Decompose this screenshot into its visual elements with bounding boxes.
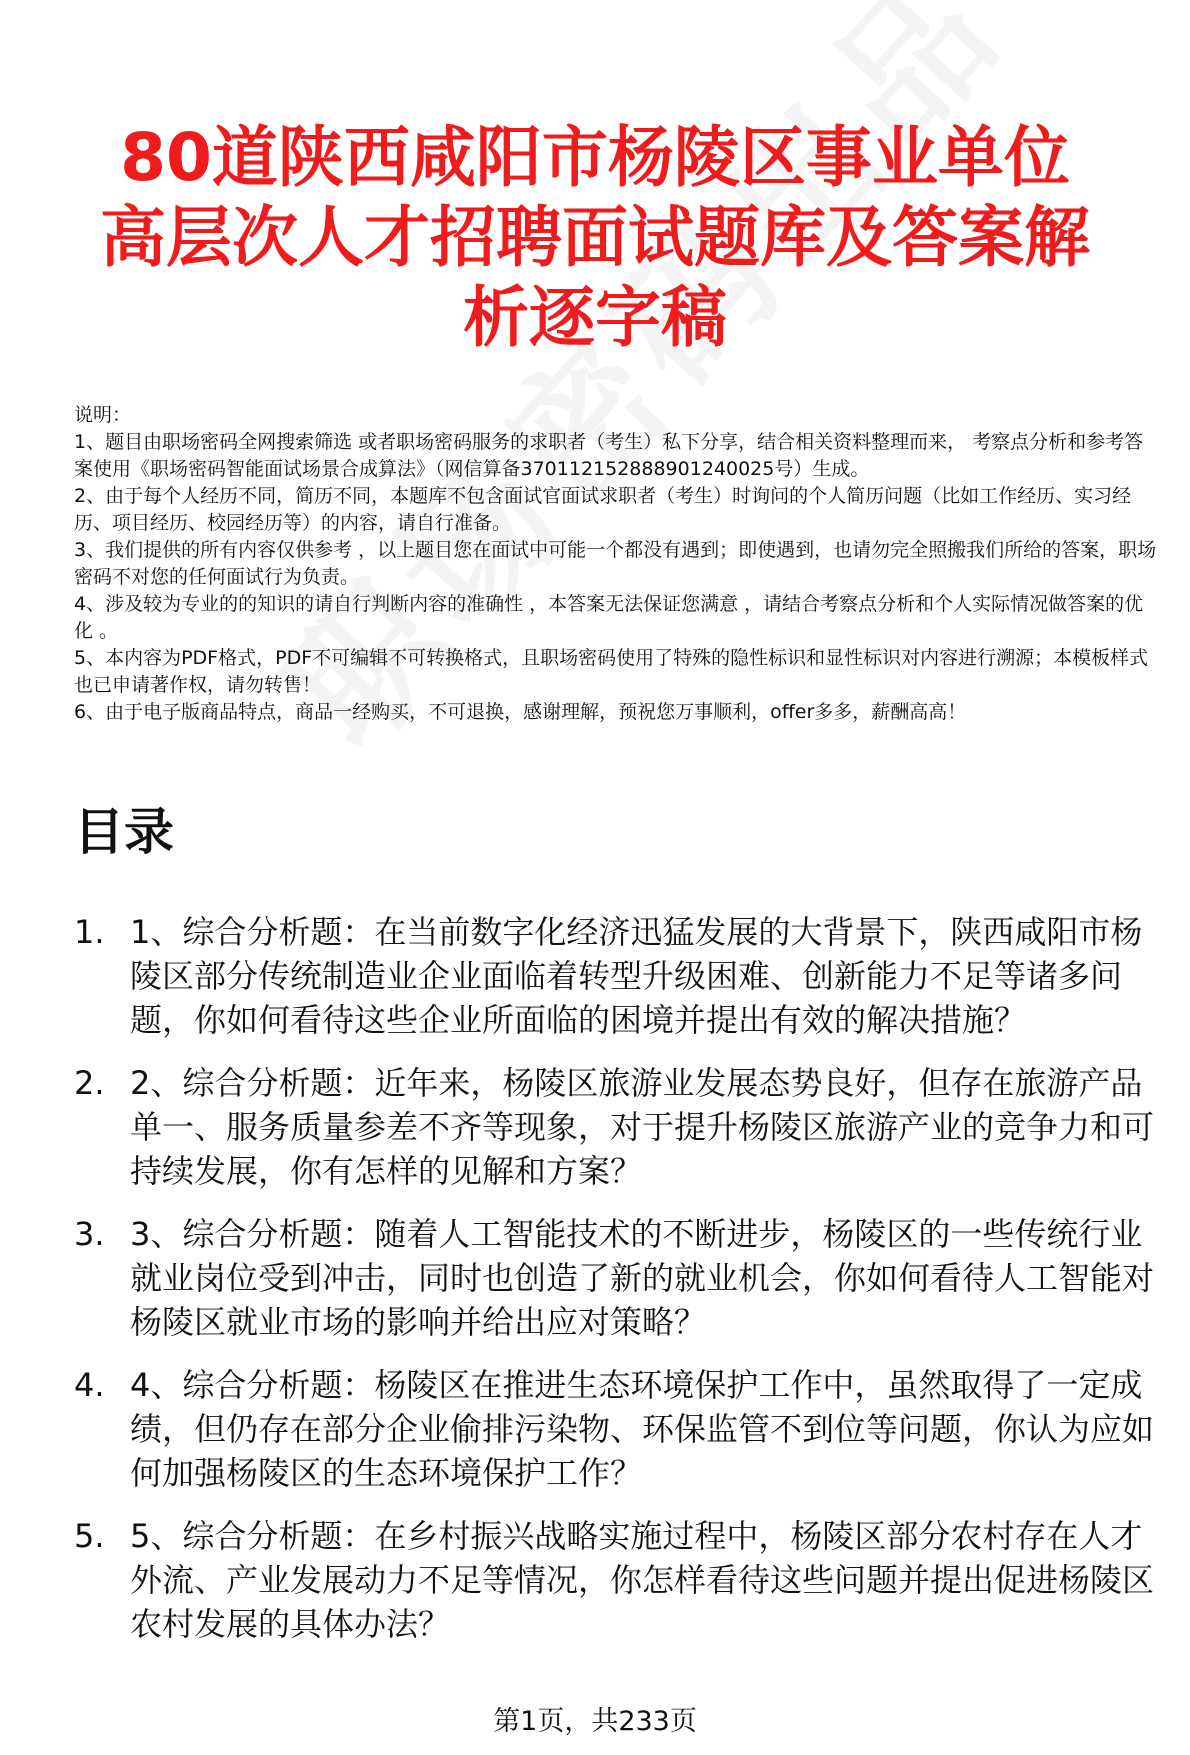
note-item: 6、由于电子版商品特点，商品一经购买，不可退换，感谢理解，预祝您万事顺利，offer多多，薪酬高高！ — [74, 701, 967, 723]
note-item: 2、由于每个人经历不同，简历不同，本题库不包含面试官面试求职者（考生）时询问的个人简历问题（比如工作经历、实习经历、项目经历、校园经历等）的内容，请自行准备。 — [74, 485, 1132, 534]
notes-section — [74, 402, 1159, 726]
table-of-contents — [74, 910, 1164, 1665]
toc-item-text[interactable]: 1、综合分析题：在当前数字化经济迅猛发展的大背景下，陕西咸阳市杨陵区部分传统制造业企业面临着转型升级困难、创新能力不足等诸多问题，你如何看待这些企业所面临的困境并提出有效的解决措施？ — [130, 913, 1143, 1039]
toc-item-number: 4. — [74, 1366, 105, 1404]
toc-item-number: 3. — [74, 1215, 105, 1253]
note-item: 5、本内容为PDF格式，PDF不可编辑不可转换格式，且职场密码使用了特殊的隐性标识和显性标识对内容进行溯源；本模板样式也已申请著作权，请勿转售！ — [74, 647, 1149, 696]
toc-item[interactable] — [74, 1363, 1164, 1495]
toc-item-text[interactable]: 2、综合分析题：近年来，杨陵区旅游业发展态势良好，但存在旅游产品单一、服务质量参差不齐等现象，对于提升杨陵区旅游产业的竞争力和可持续发展，你有怎样的见解和方案？ — [130, 1064, 1155, 1190]
note-item: 3、我们提供的所有内容仅供参考 ，以上题目您在面试中可能一个都没有遇到；即使遇到，也请勿完全照搬我们所给的答案，职场密码不对您的任何面试行为负责。 — [74, 539, 1157, 588]
toc-item[interactable] — [74, 1514, 1164, 1646]
toc-item[interactable] — [74, 1061, 1164, 1193]
note-item: 1、题目由职场密码全网搜索筛选 或者职场密码服务的求职者（考生）私下分享，结合相关资料整理而来， 考察点分析和参考答案使用《职场密码智能面试场景合成算法》（网信算备370112152888901240025号）生成。 — [74, 431, 1144, 480]
toc-item-text[interactable]: 4、综合分析题：杨陵区在推进生态环境保护工作中，虽然取得了一定成绩，但仍存在部分企业偷排污染物、环保监管不到位等问题，你认为应如何加强杨陵区的生态环境保护工作？ — [130, 1366, 1155, 1492]
toc-item-text[interactable]: 3、综合分析题：随着人工智能技术的不断进步，杨陵区的一些传统行业就业岗位受到冲击，同时也创造了新的就业机会，你如何看待人工智能对杨陵区就业市场的影响并给出应对策略？ — [130, 1215, 1155, 1341]
toc-item[interactable] — [74, 1212, 1164, 1344]
toc-item-text[interactable]: 5、综合分析题：在乡村振兴战略实施过程中，杨陵区部分农村存在人才外流、产业发展动力不足等情况，你怎样看待这些问题并提出促进杨陵区农村发展的具体办法？ — [130, 1517, 1155, 1643]
page-number: 第1页，共233页 — [493, 1706, 697, 1737]
toc-item-number: 2. — [74, 1064, 105, 1102]
notes-heading: 说明： — [74, 404, 132, 426]
toc-heading: 目录 — [74, 803, 174, 861]
document-title: 80道陕西咸阳市杨陵区事业单位高层次人才招聘面试题库及答案解析逐字稿 — [100, 119, 1090, 356]
note-item: 4、涉及较为专业的的知识的请自行判断内容的准确性 ，本答案无法保证您满意 ，请结合考察点分析和个人实际情况做答案的优化 。 — [74, 593, 1144, 642]
toc-item[interactable] — [74, 910, 1164, 1042]
toc-item-number: 5. — [74, 1517, 105, 1555]
toc-item-number: 1. — [74, 913, 105, 951]
